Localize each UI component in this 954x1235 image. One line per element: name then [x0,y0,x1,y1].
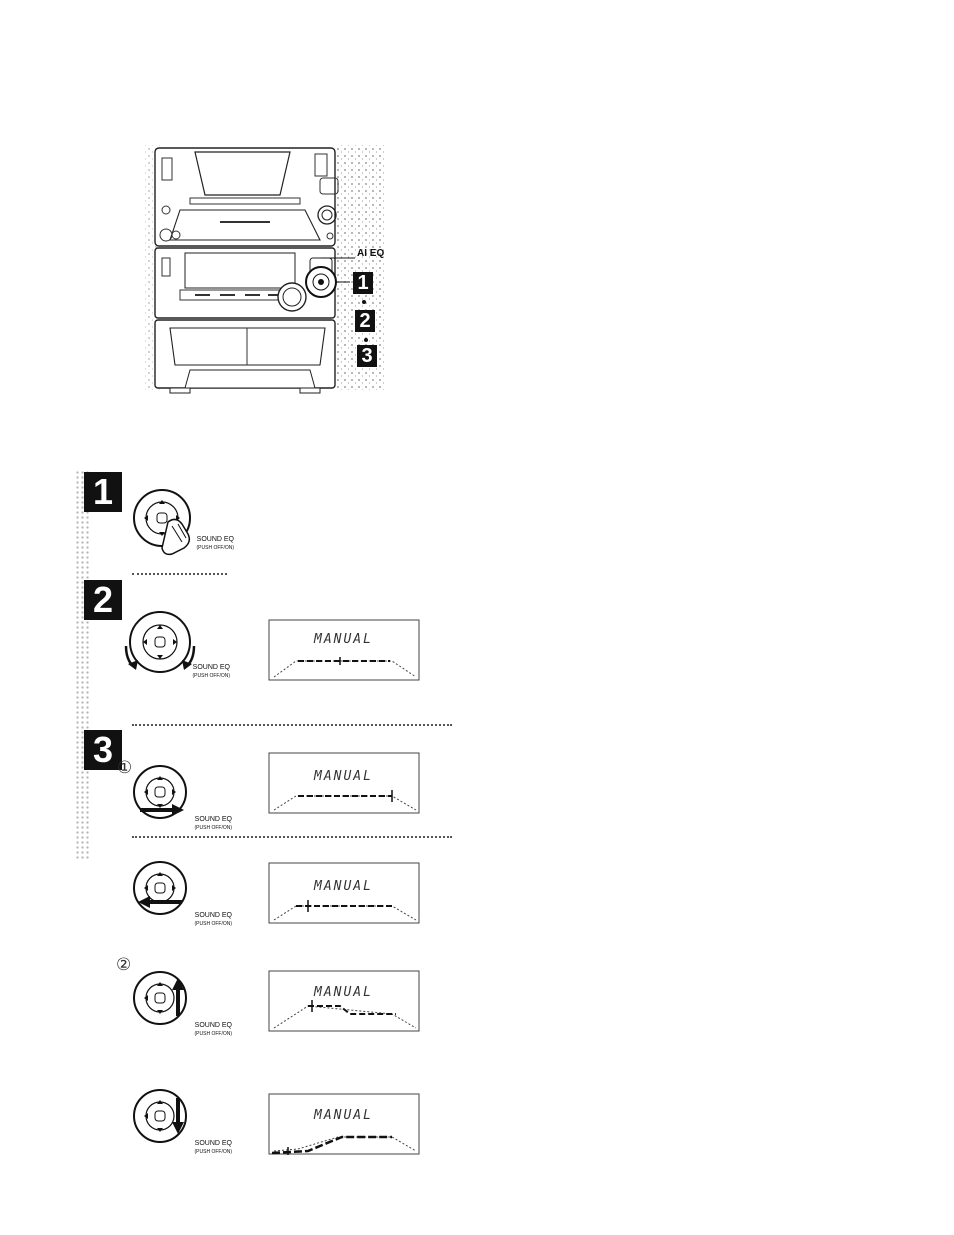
overview-marker-2: 2 [355,310,375,332]
step-3-display-up [268,970,420,1032]
step-1-knob-push [132,488,242,573]
knob-label-line1: SOUND EQ [194,912,232,919]
step-1-separator [132,573,227,575]
knob-label-line2: (PUSH OFF/ON) [192,673,230,679]
decorative-speckle-column [75,470,89,860]
step-3-display-left [268,862,420,924]
eq-display-panel [268,1093,420,1155]
knob-label-line2: (PUSH OFF/ON) [194,1031,232,1037]
step-2-knob-rotate [118,608,228,693]
step-3-knob-left [132,860,242,945]
knob-label-line1: SOUND EQ [192,664,230,671]
substep-1-marker: ① [117,758,133,778]
display-text: MANUAL [314,632,373,647]
eq-display-panel [268,862,420,924]
knob-label [180,1140,232,1156]
overview-marker-1: 1 [353,272,373,294]
eq-display-panel [268,970,420,1032]
step-2-display [268,619,420,681]
step-2-separator [132,724,452,726]
knob-label-line1: SOUND EQ [194,1022,232,1029]
knob-label-line1: SOUND EQ [194,816,232,823]
knob-label-line2: (PUSH OFF/ON) [194,921,232,927]
knob-label [180,816,232,832]
knob-down-arrow-icon [132,1088,242,1173]
stereo-system-illustration [140,140,390,395]
push-knob-icon [132,488,242,573]
step-3-knob-up [132,970,242,1055]
knob-label-line1: SOUND EQ [194,1140,232,1147]
display-text: MANUAL [314,879,373,894]
step-3-display-down [268,1093,420,1155]
overview-marker-3: 3 [357,345,377,367]
knob-label [182,536,234,552]
substep-2-marker: ② [116,955,132,975]
eq-display-panel [268,619,420,681]
knob-label-line2: (PUSH OFF/ON) [196,545,234,551]
knob-label [180,1022,232,1038]
step-2-badge: 2 [84,580,122,620]
eq-display-panel [268,752,420,814]
stereo-unit-drawing [140,140,390,395]
display-text: MANUAL [314,985,373,1000]
knob-label [178,664,230,680]
knob-left-arrow-icon [132,860,242,945]
display-text: MANUAL [314,769,373,784]
knob-label-line1: SOUND EQ [196,536,234,543]
step-3-display-right [268,752,420,814]
step-3-knob-down [132,1088,242,1173]
knob-label-line2: (PUSH OFF/ON) [194,825,232,831]
step-1-badge: 1 [84,472,122,512]
ai-eq-label: AI EQ [357,248,385,259]
knob-label [180,912,232,928]
knob-label-line2: (PUSH OFF/ON) [194,1149,232,1155]
step-3-separator [132,836,452,838]
step-3-badge: 3 [84,730,122,770]
display-text: MANUAL [314,1108,373,1123]
knob-up-arrow-icon [132,970,242,1055]
rotate-knob-icon [118,608,228,693]
